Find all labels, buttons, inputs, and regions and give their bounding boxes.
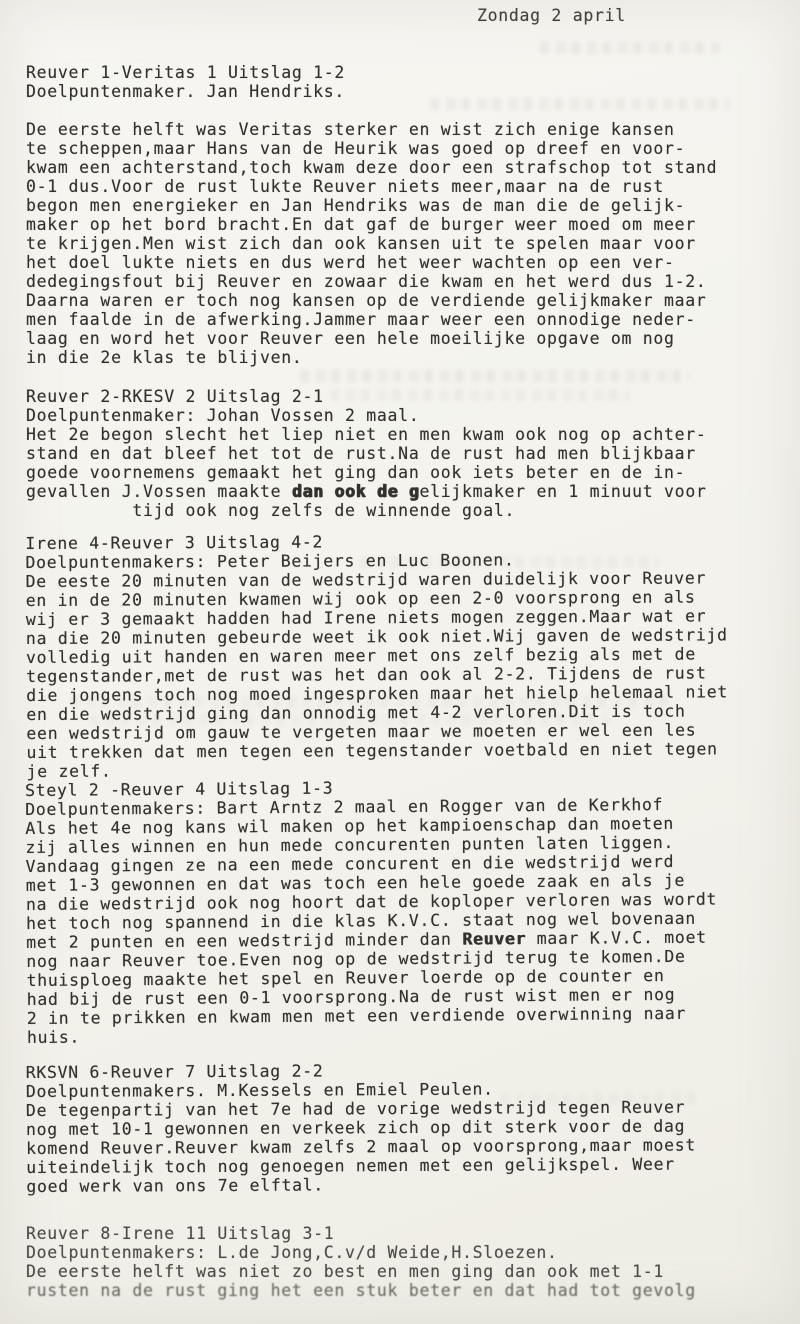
scorers-line: Doelpuntenmakers: L.de Jong,C.v/d Weide,H.Sloezen.: [26, 1243, 558, 1262]
match-report-veritas: [26, 63, 800, 367]
text-line: Als het 4e nog kans wil maken op het kampioenschap dan moeten: [25, 813, 675, 839]
text-line: tegenstander,met de rust was het dan ook al 2-2. Tijdens de rust: [26, 663, 707, 686]
text-line: Het 2e begon slecht het liep niet en men kwam ook nog op achter-: [26, 425, 707, 444]
text-line: huis.: [26, 1027, 81, 1047]
text-line: Vandaag gingen ze na een mede concurent en die wedstrijd werd: [25, 851, 675, 877]
text-line: het toch nog spannend in die klas K.V.C. staat nog wel bovenaan: [26, 908, 697, 933]
text-line: thuisploeg maakte het spel en Reuver loerde op de counter en: [26, 965, 665, 990]
match-report-irene11: [26, 1224, 800, 1300]
text-line: [26, 482, 800, 501]
match-heading: Reuver 1-Veritas 1 Uitslag 1-2: [26, 63, 346, 82]
text-line: begon men energieker en Jan Hendriks was de man die de gelijk-: [26, 196, 686, 215]
text-line: die jongens toch nog moed ingesproken maar het hielp helemaal niet: [26, 682, 729, 705]
text-line: zij alles winnen en hun mede concurenten punten laten liggen.: [25, 832, 675, 858]
text-segment: met 2 punten en een wedstrijd minder dan: [26, 929, 463, 952]
date-line: Zondag 2 april: [477, 6, 626, 25]
page-content: [26, 63, 800, 1300]
text-line: laag en word het voor Reuver een hele moeilijke opgave om nog: [26, 329, 675, 348]
text-line: en die wedstrijd ging dan onnodig met 4-2 verloren.Dit is toch: [26, 701, 686, 724]
match-report-rksvn: [26, 1059, 800, 1196]
text-line: na die 20 minuten gebeurde weet ik ook niet.Wij gaven de wedstrijd: [25, 625, 728, 649]
overstruck-text: dan ook de g: [291, 482, 420, 501]
text-line: 0-1 dus.Voor de rust lukte Reuver niets meer,maar na de rust: [26, 177, 665, 196]
text-line: een wedstrijd om gauw te vergeten maar we moeten er wel een les: [26, 720, 697, 743]
text-line: men faalde in de afwerking.Jammer maar weer een onnodige neder-: [26, 310, 696, 329]
scorers-line: Doelpuntenmakers: Bart Arntz 2 maal en Rogger van de Kerkhof: [25, 794, 664, 820]
text-segment: maar K.V.C. moet: [525, 927, 707, 949]
text-line: uiteindelijk toch nog genoegen nemen met een gelijkspel. Weer: [26, 1154, 675, 1177]
bold-team-name: Reuver: [462, 929, 527, 949]
scorers-line: Doelpuntenmakers. M.Kessels en Emiel Peulen.: [25, 1079, 494, 1102]
text-line: te scheppen,maar Hans van de Heurik was goed op dreef en voor-: [26, 139, 686, 158]
match-heading: Irene 4-Reuver 3 Uitslag 4-2: [25, 532, 324, 554]
text-segment: gevallen J.Vossen maakte: [26, 482, 292, 501]
match-heading: Steyl 2 -Reuver 4 Uitslag 1-3: [24, 778, 334, 801]
match-report-steyl: [25, 775, 800, 1047]
text-line: De eeste 20 minuten van de wedstrijd waren duidelijk voor Reuver: [25, 568, 707, 592]
match-report-irene4: [25, 530, 800, 781]
text-line: volledig uit handen en waren meer met ons zelf bezig als met de: [25, 644, 696, 667]
text-line: te krijgen.Men wist zich dan ook kansen uit te spelen maar voor: [26, 234, 696, 253]
text-line-indented: tijd ook nog zelfs de winnende goal.: [26, 501, 516, 520]
scorers-line: Doelpuntenmaker. Jan Hendriks.: [26, 82, 346, 101]
text-line: had bij de rust een 0-1 voorsprong.Na de rust wist men er nog: [26, 984, 676, 1009]
text-line: dedegingsfout bij Reuver en zowaar die kwam en het werd dus 1-2.: [26, 272, 707, 291]
text-line: en in de 20 minuten kwamen wij ook op een 2-0 voorsprong en als: [25, 587, 696, 611]
text-line: komend Reuver.Reuver kwam zelfs 2 maal op voorsprong,maar moest: [26, 1135, 697, 1158]
text-line: stand en dat bleef het tot de rust.Na de rust had men blijkbaar: [26, 444, 696, 463]
blank-line: [26, 101, 800, 120]
text-line: na die wedstrijd ook nog hoort dat de koploper verloren was wordt: [25, 889, 718, 914]
text-line: met 1-3 gewonnen en dat was toch een hele goede zaak en als je: [25, 870, 686, 896]
text-line: De eerste helft was Veritas sterker en wist zich enige kansen: [26, 120, 675, 139]
text-line: kwam een achterstand,toch kwam deze door een strafschop tot stand: [26, 158, 718, 177]
match-heading: RKSVN 6-Reuver 7 Uitslag 2-2: [25, 1061, 324, 1083]
text-line: het doel lukte niets en dus werd het weer wachten op een ver-: [26, 253, 675, 272]
text-segment: elijkmaker en 1 minuut voor: [419, 482, 707, 501]
scorers-line: Doelpuntenmakers: Peter Beijers en Luc Boonen.: [25, 550, 515, 573]
text-line: Daarna waren er toch nog kansen op de verdiende gelijkmaker maar: [26, 291, 707, 310]
match-report-rkesv: [26, 387, 800, 520]
scorers-line: Doelpuntenmaker: Johan Vossen 2 maal.: [26, 406, 420, 425]
text-line: uit trekken dat men tegen een tegenstander voetbald en niet tegen: [26, 739, 718, 762]
text-line: nog met 10-1 gewonnen en verkeek zich op dit sterk voor de dag: [25, 1116, 686, 1139]
bleed-through-smudge: [540, 42, 720, 54]
match-heading: Reuver 2-RKESV 2 Uitslag 2-1: [26, 387, 324, 406]
text-line: in die 2e klas te blijven.: [26, 348, 303, 367]
text-line: goed werk van ons 7e elftal.: [26, 1175, 325, 1196]
text-line: je zelf.: [26, 761, 112, 781]
match-heading: Reuver 8-Irene 11 Uitslag 3-1: [26, 1224, 335, 1243]
text-line: 2 in te prikken en kwam men met een verdiende overwinning naar: [26, 1003, 687, 1028]
text-line-faded: rusten na de rust ging het een stuk beter en dat had tot gevolg: [26, 1281, 696, 1300]
text-line: De eerste helft was niet zo best en men ging dan ook met 1-1: [26, 1262, 665, 1281]
text-line: nog naar Reuver toe.Even nog op de wedstrijd terug te komen.De: [26, 946, 686, 971]
text-line: wij er 3 gemaakt hadden had Irene niets mogen zeggen.Maar wat er: [25, 606, 707, 630]
text-line: De tegenpartij van het 7e had de vorige wedstrijd tegen Reuver: [25, 1097, 686, 1121]
text-line: maker op het bord bracht.En dat gaf de burger weer moed om meer: [26, 215, 696, 234]
text-line: goede voornemens gemaakt het ging dan ook iets beter en de in-: [26, 463, 686, 482]
